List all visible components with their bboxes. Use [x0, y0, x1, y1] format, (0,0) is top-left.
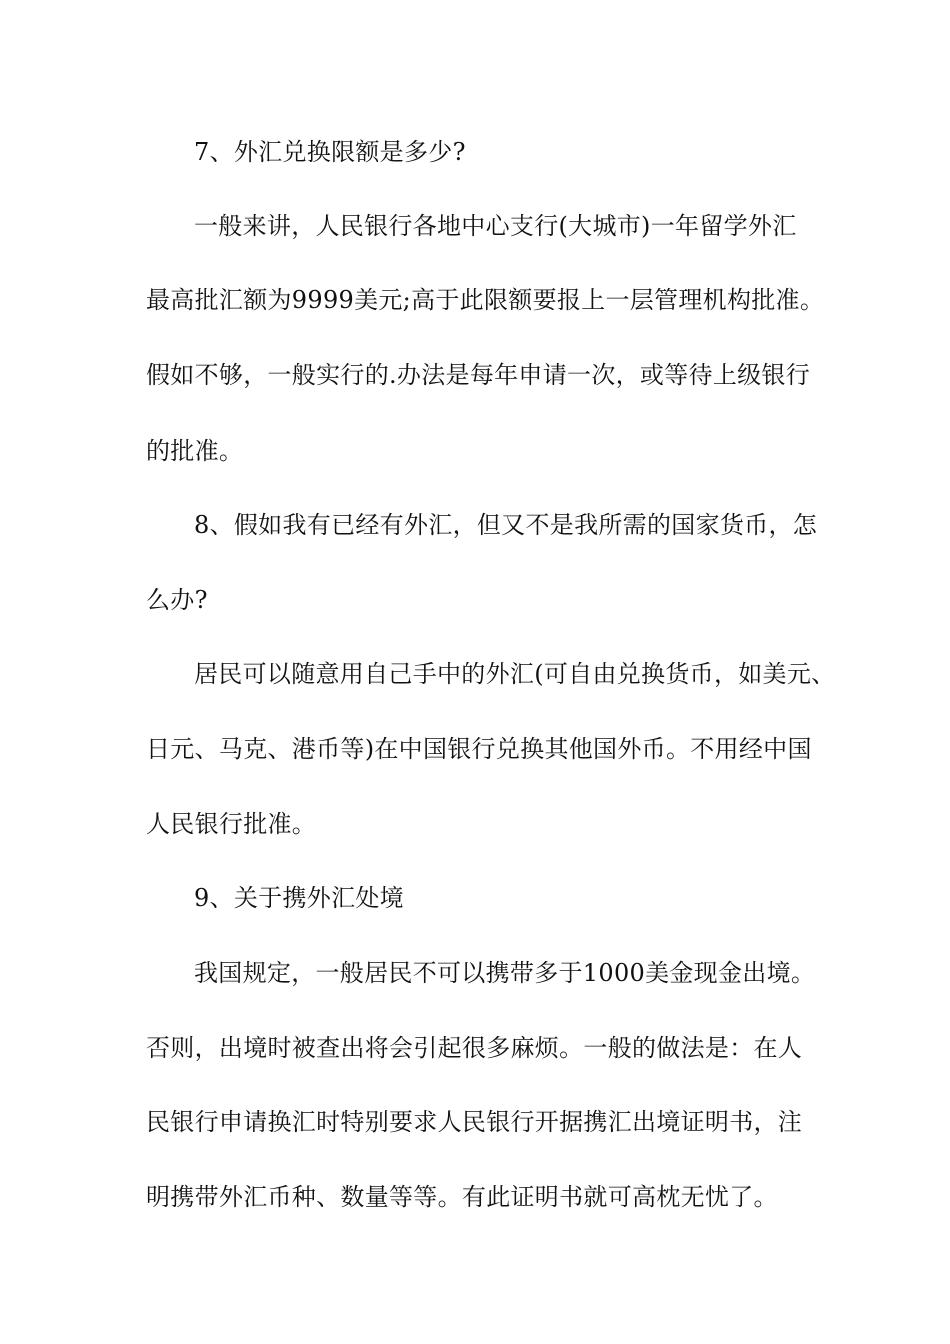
- question-7-heading: 7、外汇兑换限额是多少?: [194, 138, 466, 166]
- paragraph-line: 一般来讲，人民银行各地中心支行(大城市)一年留学外汇: [194, 212, 797, 240]
- paragraph-line: 最高批汇额为9999美元;高于此限额要报上一层管理机构批准。: [146, 286, 825, 314]
- paragraph-line: 日元、马克、港币等)在中国银行兑换其他国外币。不用经中国: [146, 735, 812, 763]
- paragraph-line: 否则，出境时被查出将会引起很多麻烦。一般的做法是：在人: [146, 1034, 803, 1062]
- paragraph-line: 明携带外汇币种、数量等等。有此证明书就可高枕无忧了。: [146, 1183, 778, 1211]
- question-8-heading: 8、假如我有已经有外汇，但又不是我所需的国家货币，怎: [194, 511, 818, 539]
- question-8-heading-continued: 么办?: [146, 586, 208, 614]
- paragraph-line: 人民银行批准。: [146, 810, 317, 838]
- paragraph-line: 居民可以随意用自己手中的外汇(可自由兑换货币，如美元、: [194, 660, 836, 688]
- paragraph-line: 假如不够，一般实行的.办法是每年申请一次，或等待上级银行: [146, 361, 811, 389]
- question-9-heading: 9、关于携外汇处境: [194, 884, 404, 912]
- paragraph-line: 民银行申请换汇时特别要求人民银行开据携汇出境证明书，注: [146, 1108, 803, 1136]
- paragraph-line: 我国规定，一般居民不可以携带多于1000美金现金出境。: [194, 959, 816, 987]
- paragraph-line: 的批准。: [146, 437, 244, 465]
